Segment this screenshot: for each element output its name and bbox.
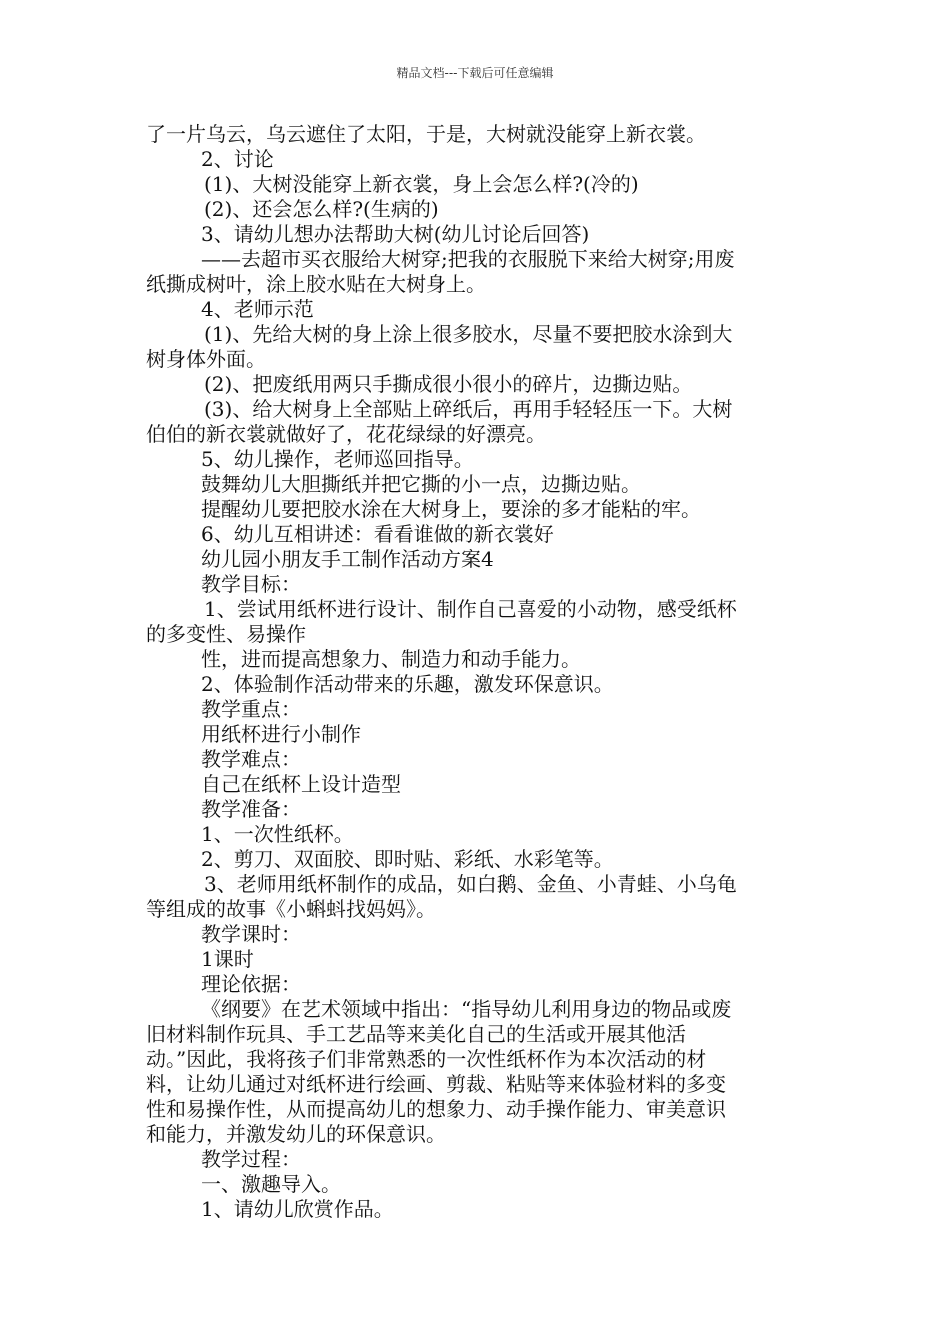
text-line: 4、老师示范 <box>201 297 314 321</box>
text-line: 1课时 <box>201 947 254 971</box>
text-line: 《纲要》在艺术领域中指出：“指导幼儿利用身边的物品或废 <box>201 997 732 1021</box>
text-line: 纸撕成树叶，涂上胶水贴在大树身上。 <box>146 272 486 296</box>
text-line: 一、激趣导入。 <box>201 1172 341 1196</box>
text-line: 用纸杯进行小制作 <box>201 722 361 746</box>
text-line: 5、幼儿操作，老师巡回指导。 <box>201 447 474 471</box>
text-line: 动。”因此，我将孩子们非常熟悉的一次性纸杯作为本次活动的材 <box>146 1047 707 1071</box>
text-line: 2、体验制作活动带来的乐趣，激发环保意识。 <box>201 672 614 696</box>
text-line: 教学课时： <box>201 922 301 946</box>
text-line: 教学难点： <box>201 747 301 771</box>
text-line: 1、一次性纸杯。 <box>201 822 354 846</box>
text-line: 的多变性、易操作 <box>146 622 306 646</box>
text-line: 3、老师用纸杯制作的成品，如白鹅、金鱼、小青蛙、小乌龟 <box>204 872 737 896</box>
text-line: 幼儿园小朋友手工制作活动方案4 <box>201 547 494 571</box>
text-line: 2、剪刀、双面胶、即时贴、彩纸、水彩笔等。 <box>201 847 614 871</box>
text-line: 教学过程： <box>201 1147 301 1171</box>
text-line: (2)、把废纸用两只手撕成很小很小的碎片，边撕边贴。 <box>204 372 693 396</box>
text-line: 了一片乌云，乌云遮住了太阳，于是，大树就没能穿上新衣裳。 <box>146 122 706 146</box>
text-line: 伯伯的新衣裳就做好了，花花绿绿的好漂亮。 <box>146 422 546 446</box>
text-line: 性，进而提高想象力、制造力和动手能力。 <box>201 647 581 671</box>
text-line: 教学准备： <box>201 797 301 821</box>
page-header: 精品文档---下载后可任意编辑 <box>396 66 554 80</box>
text-line: 1、尝试用纸杯进行设计、制作自己喜爱的小动物，感受纸杯 <box>204 597 737 621</box>
text-line: (3)、给大树身上全部贴上碎纸后，再用手轻轻压一下。大树 <box>204 397 733 421</box>
text-line: 6、幼儿互相讲述：看看谁做的新衣裳好 <box>201 522 554 546</box>
text-line: 理论依据： <box>201 972 301 996</box>
text-line: (2)、还会怎么样?(生病的) <box>204 197 439 221</box>
text-line: 提醒幼儿要把胶水涂在大树身上，要涂的多才能粘的牢。 <box>201 497 701 521</box>
text-line: 和能力，并激发幼儿的环保意识。 <box>146 1122 446 1146</box>
text-line: 教学目标： <box>201 572 301 596</box>
text-line: ——去超市买衣服给大树穿;把我的衣服脱下来给大树穿;用废 <box>201 247 735 271</box>
text-line: 旧材料制作玩具、手工艺品等来美化自己的生活或开展其他活 <box>146 1022 686 1046</box>
text-line: 树身体外面。 <box>146 347 266 371</box>
text-line: (1)、先给大树的身上涂上很多胶水，尽量不要把胶水涂到大 <box>204 322 733 346</box>
document-body <box>146 122 816 1222</box>
text-line: 2、讨论 <box>201 147 274 171</box>
text-line: 教学重点： <box>201 697 301 721</box>
text-line: 3、请幼儿想办法帮助大树(幼儿讨论后回答) <box>201 222 590 246</box>
text-line: 料，让幼儿通过对纸杯进行绘画、剪裁、粘贴等来体验材料的多变 <box>146 1072 726 1096</box>
text-line: 等组成的故事《小蝌蚪找妈妈》。 <box>146 897 436 921</box>
text-line: 1、请幼儿欣赏作品。 <box>201 1197 394 1221</box>
text-line: 鼓舞幼儿大胆撕纸并把它撕的小一点，边撕边贴。 <box>201 472 641 496</box>
text-line: (1)、大树没能穿上新衣裳，身上会怎么样?(冷的) <box>204 172 639 196</box>
text-line: 性和易操作性，从而提高幼儿的想象力、动手操作能力、审美意识 <box>146 1097 726 1121</box>
text-line: 自己在纸杯上设计造型 <box>201 772 401 796</box>
